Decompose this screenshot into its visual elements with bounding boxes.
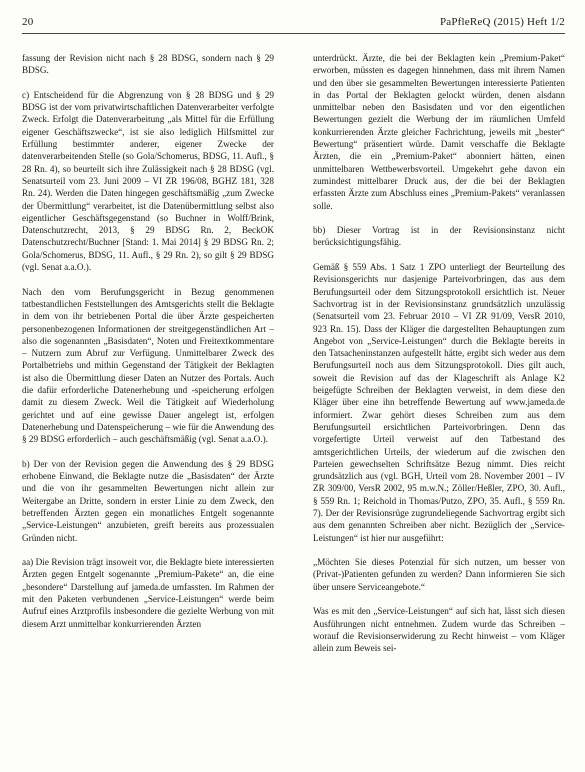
paragraph: fassung der Revision nicht nach § 28 BDSG, sondern nach § 29 BDSG. [22,53,274,76]
paragraph: unterdrückt. Ärzte, die bei der Beklagten kein „Premium-Paket“ erworben, müssten es dagegen hinnehmen, dass mit ihrem Namen und den über sie gesammelten Bewertungen interessierte Patienten in das Portal der Beklagten gelockt würden, denen alsdann unmittelbar neben den Basisdaten und vor den eigentlichen Bewertungen gezielt die Werbung der im räumlichen Umfeld konkurrierenden Ärzte gleicher Fachrichtung, jeweils mit „bester“ Bewertung“ präsentiert würde. Damit verschaffe die Beklagte Ärzten, die ein „Premium-Paket“ abonniert hätten, einen unmittelbaren Wettbewerbsvorteil. Umgekehrt gehe davon ein zumindest mittelbarer Druck aus, der die bei der Beklagten erfassten Ärzte zum Abschluss eines „Premium-Pakets“ veranlassen solle. [313,53,565,211]
right-column [313,52,565,764]
paragraph: aa) Die Revision trägt insoweit vor, die Beklagte biete interessierten Ärzten gegen Entgelt sogenannte „Premium-Pakete“ an, die eine „besondere“ Darstellung auf jameda.de umfassten. Im Rahmen der mit den Paketen verbundenen „Service-Leistungen“ werde beim Aufruf eines Arztprofils insbesondere die gezielte Werbung von mit diesem Arzt unmittelbar konkurrierenden Ärzten [22,557,274,629]
paragraph: c) Entscheidend für die Abgrenzung von § 28 BDSG und § 29 BDSG ist der vom privatwirtschaftlichen Datenverarbeiter verfolgte Zweck. Erfolgt die Datenverarbeitung „als Mittel für die Erfüllung eigener Geschäftszwecke“, ist sie also lediglich Hilfsmittel zur Erfüllung bestimmter anderer, eigener Zwecke der datenverarbeitenden Stelle (so Gola/Schomerus, BDSG, 11. Aufl., § 28 Rn. 4), so beurteilt sich ihre Zulässigkeit nach § 28 BDSG (vgl. Senatsurteil vom 23. Juni 2009 – VI ZR 196/08, BGHZ 181, 328 Rn. 24). Werden die Daten hingegen geschäftsmäßig „zum Zwecke der Übermittlung“ verarbeitet, ist die Datenübermittlung selbst also eigentlicher Geschäftsgegenstand (so Buchner in Wolff/Brink, Datenschutzrecht, 2013, § 29 BDSG Rn. 2, BeckOK Datenschutzrecht/Buchner [Stand: 1. Mai 2014] § 29 BDSG Rn. 2; Gola/Schomerus, BDSG, 11. Aufl., § 29 Rn. 2), so gilt § 29 BDSG (vgl. Senat a.a.O.). [22,89,274,273]
paragraph: Was es mit den „Service-Leistungen“ auf sich hat, lässt sich diesen Ausführungen nicht entnehmen. Zudem wurde das Schreiben – worauf die Revisionserwiderung zu Recht hinweist – vom Kläger allein zum Beweis sei- [313,606,565,654]
paragraph: b) Der von der Revision gegen die Anwendung des § 29 BDSG erhobene Einwand, die Beklagte nutze die „Basisdaten“ der Ärzte und die von ihr gesammelten Bewertungen nicht allein zur Weitergabe an Dritte, sondern in erster Linie zu dem Zweck, den betreffenden Ärzten gegen ein monatliches Entgelt sogenannte „Service-Leistungen“ anzubieten, greift bereits aus prozessualen Gründen nicht. [22,458,274,543]
paragraph: Gemäß § 559 Abs. 1 Satz 1 ZPO unterliegt der Beurteilung des Revisionsgerichts nur dasjenige Parteivorbringen, das aus dem Berufungsurteil oder dem Sitzungsprotokoll ersichtlich ist. Neuer Sachvortrag ist in der Revisionsinstanz grundsätzlich unzulässig (Senatsurteil vom 23. Februar 2010 – VI ZR 91/09, VersR 2010, 923 Rn. 15). Dass der Kläger die dargestellten Behauptungen zum Angebot von „Service-Leistungen“ durch die Beklagte bereits in den Tatsacheninstanzen aufgestellt hätte, ergibt sich weder aus dem Berufungsurteil noch aus dem Sitzungsprotokoll. Dies gilt auch, soweit die Revision auf das der Klageschrift als Anlage K2 beigefügte Schreiben der Beklagten verweist, in dem diese den Kläger über eine ihn betreffende Bewertung auf www.jameda.de informiert. Zwar gehört dieses Schreiben zum aus dem Berufungsurteil ersichtlichen Parteivorbringen. Denn das vorgefertigte Urteil verweist auf den Tatbestand des amtsgerichtlichen Urteils, der wiederum auf die zwischen den Parteien gewechselten Schriftsätze Bezug nimmt. Dies reicht grundsätzlich aus (vgl. BGH, Urteil vom 28. November 2001 – IV ZR 309/00, VersR 2002, 95 m.w.N.; Zöller/Heßler, ZPO, 30. Aufl., § 559 Rn. 1; Reichold in Thomas/Putzo, ZPO, 35. Aufl., § 559 Rn. 7). Der der Revisionsrüge zugrundeliegende Sachvortrag ergibt sich aus dem genannten Schreiben aber nicht. Bezüglich der „Service-Leistungen“ ist hier nur ausgeführt: [313,262,565,543]
left-column [22,52,274,764]
journal-title: PaPfleReQ (2015) Heft 1/2 [439,16,565,28]
paragraph: bb) Dieser Vortrag ist in der Revisionsinstanz nicht berücksichtigungsfähig. [313,225,565,248]
page-header [22,16,565,32]
header-rule [22,33,565,34]
page-number: 20 [22,16,34,28]
paragraph: „Möchten Sie dieses Potenzial für sich nutzen, um besser von (Privat-)Patienten gefunden zu werden? Dann informieren Sie sich über unsere Serviceangebote.“ [313,557,565,592]
paragraph: Nach den vom Berufungsgericht in Bezug genommenen tatbestandlichen Feststellungen des Amtsgerichts stellt die Beklagte in dem von ihr betriebenen Portal die über Ärzte gespeicherten personenbezogenen Informationen der streitgegenständlichen Art – also die sogenannten „Basisdaten“, Noten und Freitextkommentare – Nutzern zum Abruf zur Verfügung. Unmittelbarer Zweck des Portalbetriebs und mithin Gegenstand der Tätigkeit der Beklagten ist also die Übermittlung dieser Daten an Nutzer des Portals. Auch die dafür erforderliche Datenerhebung und -speicherung erfolgen damit zu diesem Zweck. Weil die Tätigkeit auf Wiederholung gerichtet und auf eine gewisse Dauer angelegt ist, erfolgen Datenerhebung und Datenspeicherung – wie für die Anwendung des § 29 BDSG erforderlich – auch geschäftsmäßig (vgl. Senat a.a.O.). [22,286,274,445]
